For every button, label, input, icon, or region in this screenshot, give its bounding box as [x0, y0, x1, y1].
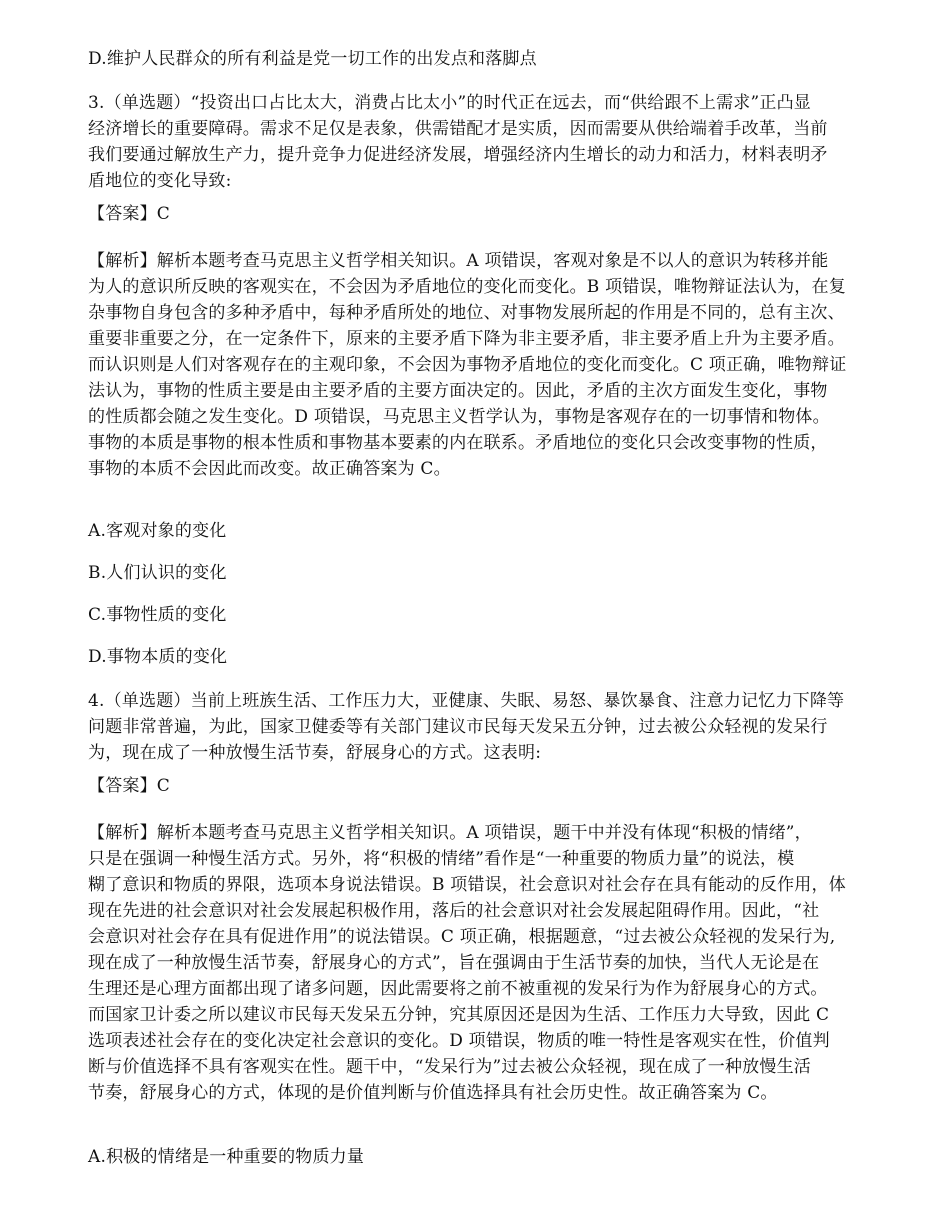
- q3-answer: 【答案】C: [88, 204, 171, 224]
- q4-analysis-line: 节奏，舒展身心的方式，体现的是价值判断与价值选择具有社会历史性。故正确答案为 C。: [88, 1083, 778, 1103]
- q4-analysis-line: 现在先进的社会意识对社会发展起积极作用，落后的社会意识对社会发展起阻碍作用。因此，“社: [88, 901, 820, 921]
- q3-analysis-line: 杂事物自身包含的多种矛盾中，每种矛盾所处的地位、对事物发展所起的作用是不同的，总有主次、: [88, 303, 845, 323]
- q3-analysis-line: 的性质都会随之发生变化。D 项错误，马克思主义哲学认为，事物是客观存在的一切事情和物体。: [88, 407, 830, 427]
- q3-analysis-line: 事物的本质是事物的根本性质和事物基本要素的内在联系。矛盾地位的变化只会改变事物的性质，: [88, 433, 828, 453]
- q3-option-b[interactable]: B.人们认识的变化: [88, 563, 227, 583]
- q3-analysis-line: 为人的意识所反映的客观实在，不会因为矛盾地位的变化而变化。B 项错误，唯物辩证法认为，在复: [88, 277, 846, 297]
- q3-option-a[interactable]: A.客观对象的变化: [88, 521, 227, 541]
- q3-option-d[interactable]: D.事物本质的变化: [88, 647, 228, 667]
- q3-analysis-line: 重要非重要之分，在一定条件下，原来的主要矛盾下降为非主要矛盾，非主要矛盾上升为主要矛盾。: [88, 329, 845, 349]
- q3-analysis-line: 法认为，事物的性质主要是由主要矛盾的主要方面决定的。因此，矛盾的主次方面发生变化，事物: [88, 381, 828, 401]
- q3-analysis-line: 而认识则是人们对客观存在的主观印象，不会因为事物矛盾地位的变化而变化。C 项正确，唯物辩证: [88, 355, 847, 375]
- q3-analysis-line: 【解析】解析本题考查马克思主义哲学相关知识。A 项错误，客观对象是不以人的意识为转移并能: [88, 251, 829, 271]
- q4-analysis-line: 会意识对社会存在具有促进作用”的说法错误。C 项正确，根据题意，“过去被公众轻视的发呆行为,: [88, 927, 836, 947]
- q4-analysis-line: 只是在强调一种慢生活方式。另外，将“积极的情绪”看作是“一种重要的物质力量”的说法，模: [88, 849, 795, 869]
- q3-analysis-line: 事物的本质不会因此而改变。故正确答案为 C。: [88, 459, 451, 479]
- q3-stem-line: 经济增长的重要障碍。需求不足仅是表象，供需错配才是实质，因而需要从供给端着手改革，当前: [88, 119, 828, 139]
- q4-stem-line: 问题非常普遍，为此，国家卫健委等有关部门建议市民每天发呆五分钟，过去被公众轻视的发呆行: [88, 717, 828, 737]
- q4-analysis-line: 断与价值选择不具有客观实在性。题干中，“发呆行为”过去被公众轻视，现在成了一种放慢生活: [88, 1057, 811, 1077]
- q4-answer: 【答案】C: [88, 776, 171, 796]
- q3-option-c[interactable]: C.事物性质的变化: [88, 605, 227, 625]
- q4-option-a[interactable]: A.积极的情绪是一种重要的物质力量: [88, 1147, 365, 1167]
- q3-stem-line: 3.（单选题）“投资出口占比太大，消费占比太小”的时代正在远去，而“供给跟不上需求”正凸显: [88, 93, 811, 113]
- q2-option-d[interactable]: D.维护人民群众的所有利益是党一切工作的出发点和落脚点: [88, 49, 537, 69]
- q4-analysis-line: 生理还是心理方面都出现了诸多问题，因此需要将之前不被重视的发呆行为作为舒展身心的方式。: [88, 979, 828, 999]
- q4-analysis-line: 【解析】解析本题考查马克思主义哲学相关知识。A 项错误，题干中并没有体现“积极的情绪”，: [88, 823, 812, 843]
- q4-analysis-line: 而国家卫计委之所以建议市民每天发呆五分钟，究其原因还是因为生活、工作压力大导致，因此 C: [88, 1005, 830, 1025]
- q3-stem-line: 盾地位的变化导致:: [88, 171, 232, 191]
- q4-analysis-line: 现在成了一种放慢生活节奏，舒展身心的方式”，旨在强调由于生活节奏的加快，当代人无论是在: [88, 953, 820, 973]
- q4-analysis-line: 糊了意识和物质的界限，选项本身说法错误。B 项错误，社会意识对社会存在具有能动的反作用，体: [88, 875, 846, 895]
- q3-stem-line: 我们要通过解放生产力，提升竞争力促进经济发展，增强经济内生增长的动力和活力，材料表明矛: [88, 145, 828, 165]
- q4-analysis-line: 选项表述社会存在的变化决定社会意识的变化。D 项错误，物质的唯一特性是客观实在性，价值判: [88, 1031, 830, 1051]
- q4-stem-line: 为，现在成了一种放慢生活节奏，舒展身心的方式。这表明:: [88, 743, 542, 763]
- q4-stem-line: 4.（单选题）当前上班族生活、工作压力大，亚健康、失眠、易怒、暴饮暴食、注意力记忆力下降等: [88, 691, 845, 711]
